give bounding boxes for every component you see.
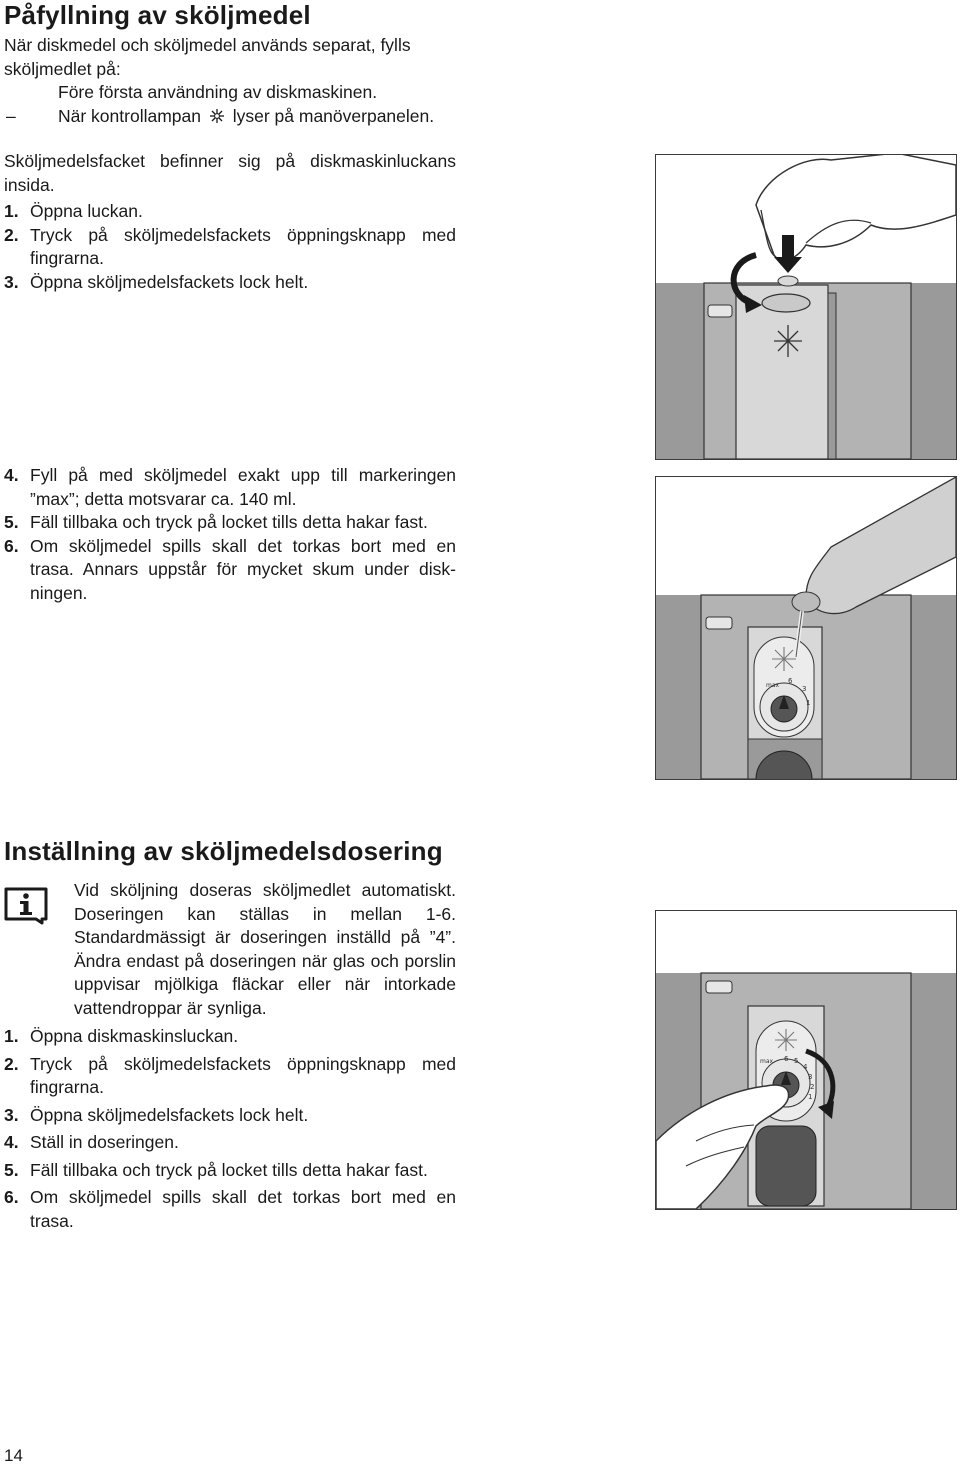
- dial-mark: 6: [784, 1055, 789, 1063]
- step-item: [4, 1053, 456, 1100]
- figure-dosing-drawing: [656, 911, 956, 1209]
- step-text: Tryck på sköljmedelsfackets öppningsknapp med fingrarna.: [30, 224, 456, 268]
- step-text: Om sköljmedel spills skall det torkas bort med en trasa. Annars uppstår för mycket skum under diskningen.: [30, 535, 456, 603]
- figure-fill-drawing: [656, 477, 956, 779]
- dial-mark: 3: [802, 685, 807, 693]
- figure-open-lid: [655, 154, 957, 460]
- page-number: 14: [4, 1446, 23, 1465]
- dash: [4, 81, 58, 105]
- dial-max-label: max: [766, 682, 780, 689]
- location-text: Sköljmedelsfacket befinner sig på diskmaskinluckans insida.: [4, 151, 456, 195]
- step-item: [4, 511, 456, 535]
- intro-block: [4, 34, 456, 128]
- bullet-item: [4, 105, 456, 129]
- dosing-note: Vid sköljning doseras sköljmedlet automatiskt. Doseringen kan ställas in mellan 1-6. Standardmässigt är doseringen inställd på ”4”. Ändra endast på doseringen när glas och porslin uppvisar mjölkiga fläckar eller när intorkade vattendroppar är synliga.: [74, 880, 456, 1018]
- step-number: 5.: [4, 512, 19, 532]
- dial-mark: 1: [808, 1093, 813, 1101]
- step-text: Ställ in doseringen.: [30, 1132, 179, 1152]
- steps-a: [4, 200, 456, 294]
- step-number: 1.: [4, 201, 19, 221]
- step-text: Fäll tillbaka och tryck på locket tills detta hakar fast.: [30, 1159, 428, 1180]
- step-number: 4.: [4, 1132, 19, 1152]
- step-item: [4, 1104, 456, 1128]
- rinse-aid-indicator-icon: [775, 1029, 797, 1051]
- step-text: Öppna sköljmedelsfackets lock helt.: [30, 1104, 309, 1125]
- step-text: Öppna luckan.: [30, 201, 143, 221]
- rinse-aid-indicator-icon: [206, 107, 228, 125]
- step-item: [4, 464, 456, 511]
- step-text: Tryck på sköljmedelsfackets öppningsknapp med fingrarna.: [30, 1053, 456, 1097]
- dial-mark: 5: [794, 1057, 799, 1065]
- dial-mark: 2: [810, 1083, 815, 1091]
- step-text: Öppna sköljmedelsfackets lock helt.: [30, 271, 309, 292]
- step-number: 6.: [4, 1187, 19, 1207]
- dial-mark: 1: [806, 699, 811, 707]
- dial-mark: 6: [788, 677, 793, 685]
- step-text: Om sköljmedel spills skall det torkas bort med en trasa.: [30, 1187, 456, 1231]
- step-text: Fyll på med sköljmedel exakt upp till markeringen ”max”; detta motsvarar ca. 140 ml.: [30, 465, 456, 509]
- step-text: Fäll tillbaka och tryck på locket tills detta hakar fast.: [30, 512, 428, 532]
- figure-fill-rinse-aid: [655, 476, 957, 780]
- dial-max-label: max: [760, 1058, 774, 1065]
- bullet-item: [4, 81, 456, 105]
- step-item: [4, 271, 456, 295]
- figure-set-dosing: [655, 910, 957, 1210]
- step-item: [4, 224, 456, 271]
- steps-dosing: [4, 1025, 456, 1233]
- rinse-aid-indicator-icon: [772, 647, 796, 671]
- step-number: 2.: [4, 224, 19, 245]
- dash: –: [6, 105, 16, 126]
- dial-mark: 3: [808, 1073, 813, 1081]
- info-icon: [2, 885, 50, 925]
- figure-open-lid-drawing: [656, 155, 956, 459]
- step-number: 6.: [4, 535, 19, 556]
- section-title-dosing: Inställning av sköljmedelsdosering: [4, 836, 443, 866]
- dial-mark: 4: [803, 1063, 808, 1071]
- step-item: [4, 535, 456, 606]
- step-number: 5.: [4, 1159, 19, 1180]
- step-number: 2.: [4, 1053, 19, 1074]
- bullet-prefix: När kontrollampan: [58, 105, 201, 126]
- section-title-refill: Påfyllning av sköljmedel: [4, 0, 311, 30]
- bullet-text: Före första användning av diskmaskinen.: [58, 82, 378, 102]
- step-number: 4.: [4, 465, 19, 485]
- step-item: [4, 1025, 456, 1049]
- step-item: [4, 200, 456, 224]
- steps-b: [4, 464, 456, 605]
- step-number: 1.: [4, 1026, 19, 1046]
- step-item: [4, 1131, 456, 1155]
- bullet-suffix: lyser på manöverpanelen.: [232, 105, 435, 126]
- intro-text: När diskmedel och sköljmedel används separat, fylls sköljmedlet på:: [4, 35, 411, 79]
- bullet-text: [58, 105, 434, 129]
- step-text: Öppna diskmaskinsluckan.: [30, 1026, 239, 1046]
- step-number: 3.: [4, 271, 19, 292]
- step-number: 3.: [4, 1104, 19, 1125]
- step-item: [4, 1159, 456, 1183]
- step-item: [4, 1186, 456, 1233]
